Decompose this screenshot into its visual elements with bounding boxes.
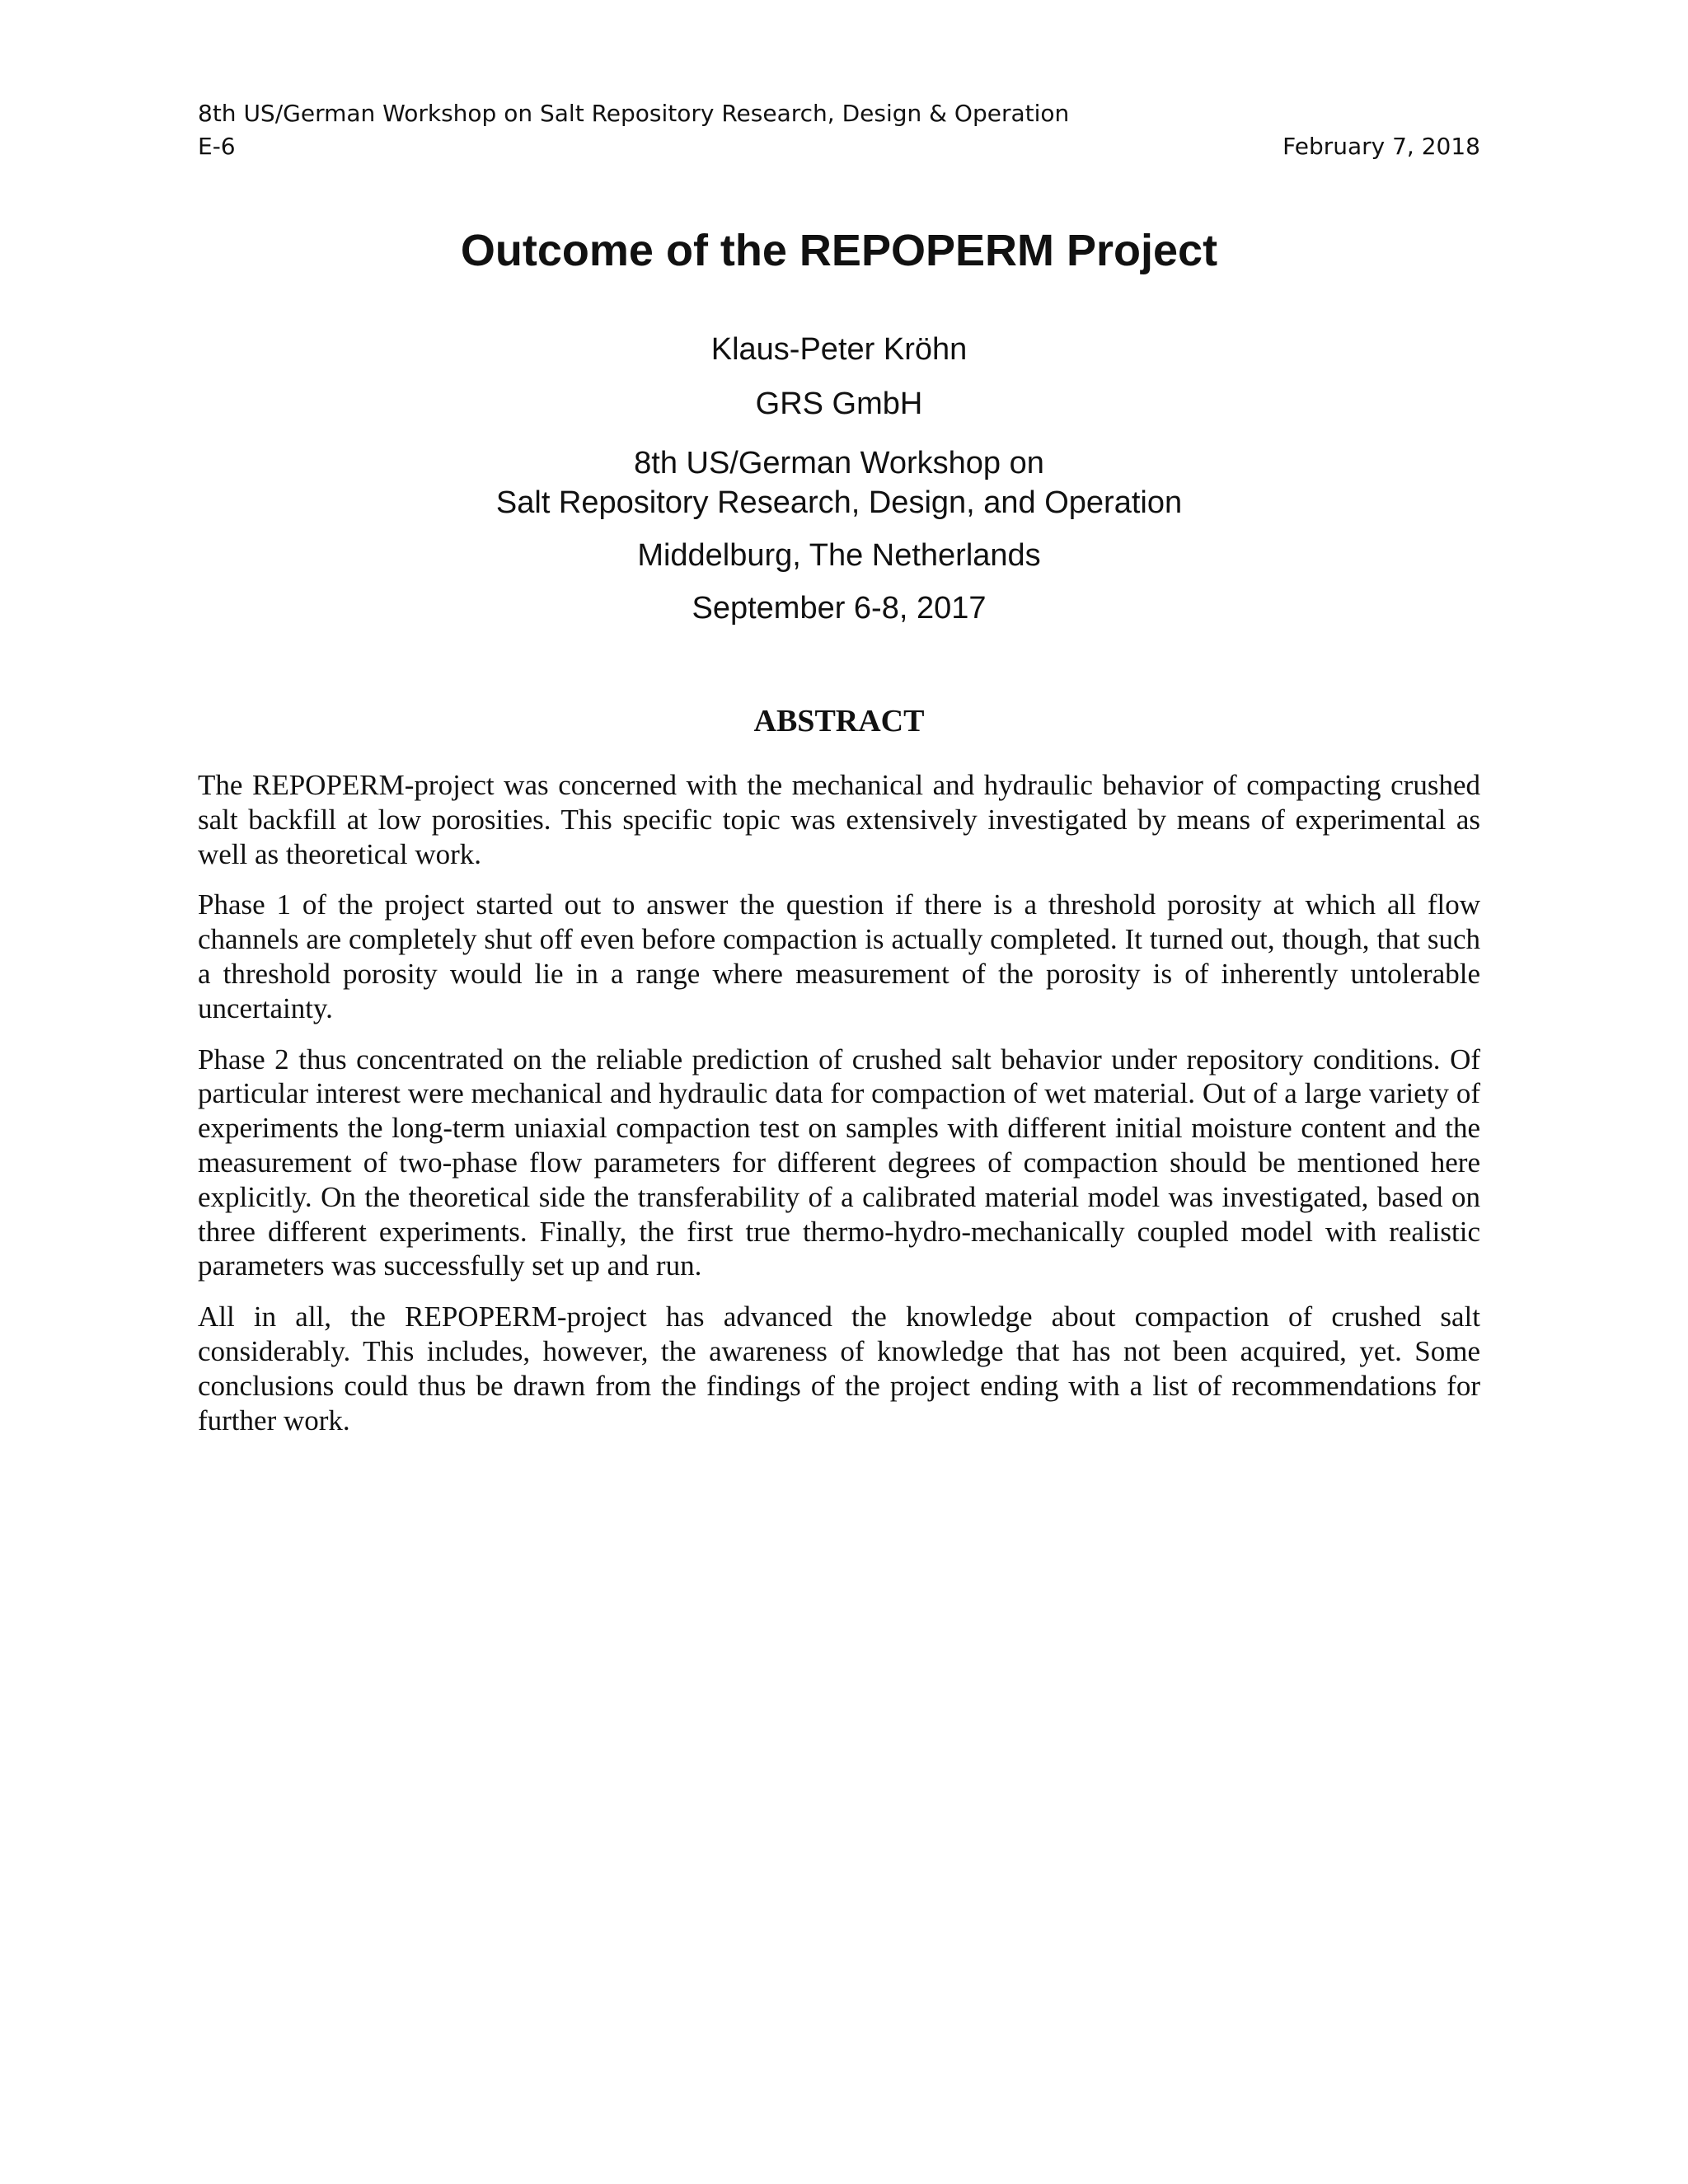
running-header <box>198 97 1480 163</box>
abstract-heading: ABSTRACT <box>753 704 925 738</box>
workshop-name <box>198 443 1480 523</box>
running-header-line-2 <box>198 130 1480 163</box>
workshop-name-line-2: Salt Repository Research, Design, and Operation <box>495 485 1183 520</box>
abstract-body <box>198 768 1480 1454</box>
author-name: Klaus-Peter Kröhn <box>710 332 968 367</box>
paper-meta <box>198 330 1480 628</box>
header-date: February 7, 2018 <box>1282 133 1480 160</box>
workshop-name-line-1: 8th US/German Workshop on <box>634 446 1044 480</box>
workshop-dates: September 6-8, 2017 <box>692 591 987 626</box>
abstract-paragraph-2: Phase 1 of the project started out to answer the question if there is a threshold porosity at which all flow channels are completely shut off even before compaction is actually completed. It turned out, though, that such a threshold porosity would lie in a range where measurement of the porosity is of inherently untolerable uncertainty. <box>198 888 1480 1024</box>
abstract-paragraph-3: Phase 2 thus concentrated on the reliable prediction of crushed salt behavior under repository conditions. Of particular interest were mechanical and hydraulic data for compaction of wet material. Out of a large variety of experiments the long-term uniaxial compaction test on samples with different initial moisture content and the measurement of two-phase flow parameters for different degrees of compaction should be mentioned here explicitly. On the theoretical side the transferability of a calibrated material model was investigated, based on three different experiments. Finally, the first true thermo-hydro-mechanically coupled model with realistic parameters was successfully set up and run. <box>198 1043 1480 1282</box>
paper-title: Outcome of the REPOPERM Project <box>460 226 1218 275</box>
running-header-line-1 <box>198 97 1480 130</box>
document-code: E-6 <box>198 133 236 160</box>
abstract-paragraph-4: All in all, the REPOPERM-project has advanced the knowledge about compaction of crushed salt considerably. This includes, however, the awareness of knowledge that has not been acquired, yet. Some conclusions could thus be drawn from the findings of the project ending with a list of recommendations for further work. <box>198 1301 1480 1436</box>
author-affiliation: GRS GmbH <box>755 387 923 421</box>
workshop-header-text: 8th US/German Workshop on Salt Repository Research, Design & Operation <box>198 100 1070 127</box>
abstract-paragraph-1: The REPOPERM-project was concerned with the mechanical and hydraulic behavior of compacting crushed salt backfill at low porosities. This specific topic was extensively investigated by means of experimental as well as theoretical work. <box>198 769 1480 870</box>
workshop-location: Middelburg, The Netherlands <box>637 538 1041 573</box>
